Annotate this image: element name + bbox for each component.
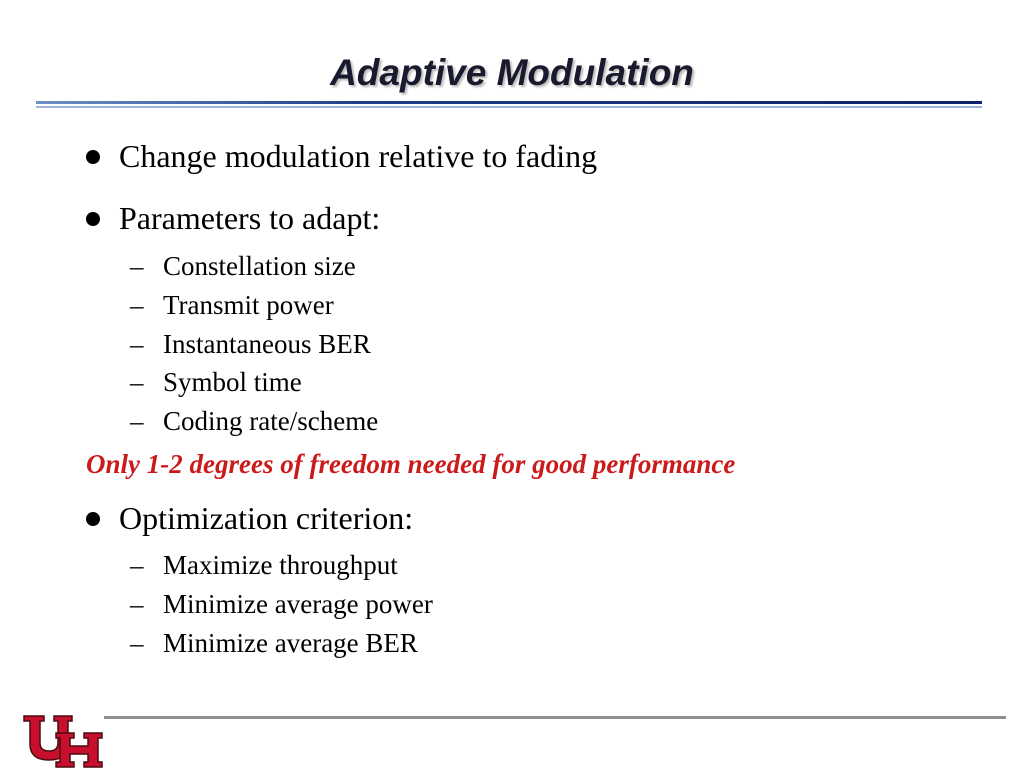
sub-bullet-text: Constellation size — [163, 251, 356, 281]
dash-icon: – — [130, 367, 144, 397]
bullet-text: Optimization criterion: — [119, 500, 414, 536]
emphasis-note: Only 1-2 degrees of freedom needed for good performance — [86, 449, 736, 479]
title-divider — [36, 101, 982, 111]
uh-logo-icon — [22, 713, 104, 768]
bullet-dot-icon — [86, 150, 100, 164]
dash-icon: – — [130, 628, 144, 658]
sub-bullet-text: Symbol time — [163, 367, 302, 397]
sub-bullet-text: Maximize throughput — [163, 550, 398, 580]
sub-bullet-text: Transmit power — [163, 290, 334, 320]
dash-icon: – — [130, 329, 144, 359]
dash-icon: – — [130, 406, 144, 436]
footer-divider — [104, 716, 1006, 719]
sub-bullet-text: Instantaneous BER — [163, 329, 371, 359]
sub-bullet-text: Minimize average power — [163, 589, 433, 619]
bullet-dot-icon — [86, 512, 100, 526]
dash-icon: – — [130, 589, 144, 619]
bullet-dot-icon — [86, 212, 100, 226]
dash-icon: – — [130, 290, 144, 320]
dash-icon: – — [130, 251, 144, 281]
sub-bullet-text: Minimize average BER — [163, 628, 418, 658]
dash-icon: – — [130, 550, 144, 580]
bullet-text: Parameters to adapt: — [119, 200, 381, 236]
slide-title: Adaptive Modulation — [330, 52, 694, 93]
bullet-text: Change modulation relative to fading — [119, 138, 598, 174]
sub-bullet-text: Coding rate/scheme — [163, 406, 379, 436]
